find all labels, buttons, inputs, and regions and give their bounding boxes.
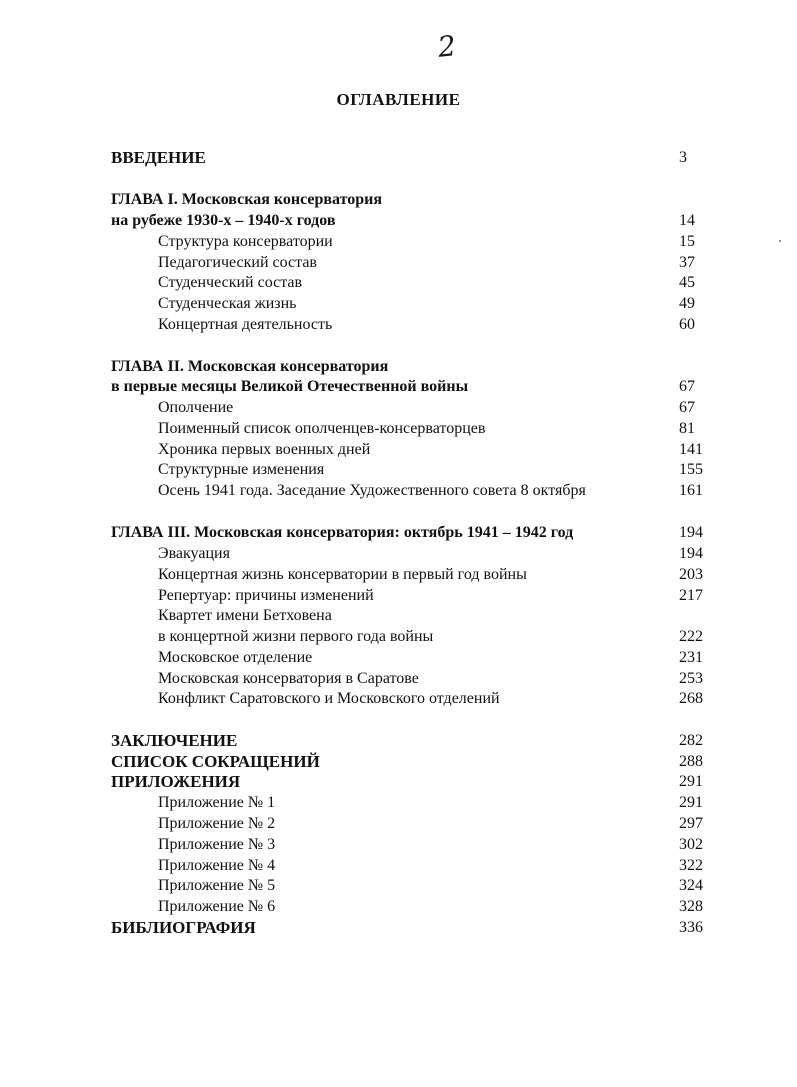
toc-entry-text: Приложение № 6: [158, 898, 276, 915]
toc-entry-chapter-3-title: [0, 522, 797, 543]
toc-entry-text: Приложение № 5: [158, 877, 276, 894]
toc-entry-text: Структурные изменения: [158, 461, 325, 478]
toc-entry-page: 302: [679, 836, 703, 853]
toc-entry-page: 14: [679, 212, 695, 229]
toc-entry-section: [0, 231, 797, 252]
toc-entry-text: ГЛАВА III. Московская консерватория: октябрь 1941 – 1942 год: [111, 524, 574, 541]
toc-entry-text: Ополчение: [158, 399, 234, 416]
toc-entry-page: 49: [679, 295, 695, 312]
toc-entry-page: 81: [679, 420, 695, 437]
toc-entry-page: 297: [679, 815, 703, 832]
toc-entry-page: 217: [679, 587, 703, 604]
toc-entry-text: ГЛАВА I. Московская консерватория: [111, 191, 383, 208]
toc-entry-text: Концертная деятельность: [158, 316, 333, 333]
toc-entry-appendix: [0, 875, 797, 896]
toc-entry-text: Осень 1941 года. Заседание Художественного совета 8 октября: [158, 482, 586, 499]
toc-entry-text: Приложение № 4: [158, 857, 276, 874]
toc-entry-text: Квартет имени Бетховена: [158, 607, 332, 624]
toc-entry-text: Эвакуация: [158, 545, 230, 562]
toc-entry-section: [0, 252, 797, 273]
toc-entry-appendix: [0, 834, 797, 855]
toc-entry-section: [0, 605, 797, 626]
toc-entry-chapter-2-subtitle: [0, 376, 797, 397]
toc-entry-text: в концертной жизни первого года войны: [158, 628, 434, 645]
toc-entry-page: 291: [679, 773, 703, 790]
handwritten-page-number: 2: [436, 29, 458, 64]
toc-entry-page: 15: [679, 233, 695, 250]
toc-entry-section: [0, 543, 797, 564]
toc-entry-appendices: [0, 771, 797, 792]
toc-entry-text: ПРИЛОЖЕНИЯ: [111, 772, 241, 791]
toc-entry-text: Московское отделение: [158, 649, 313, 666]
toc-entry-text: на рубеже 1930-х – 1940-х годов: [111, 212, 336, 229]
toc-entry-page: 328: [679, 898, 703, 915]
toc-entry-text: Концертная жизнь консерватории в первый год войны: [158, 566, 527, 583]
toc-entry-introduction: [0, 147, 797, 168]
page-title: ОГЛАВЛЕНИЕ: [336, 90, 461, 109]
toc-entry-section: [0, 564, 797, 585]
toc-entry-page: 222: [679, 628, 703, 645]
toc-entry-page: 3: [679, 149, 687, 166]
toc-entry-page: 45: [679, 274, 695, 291]
toc-entry-page: 155: [679, 461, 703, 478]
toc-entry-section: [0, 293, 797, 314]
toc-entry-abbreviations: [0, 751, 797, 772]
toc-entry-text: Приложение № 3: [158, 836, 276, 853]
toc-entry-text: Студенческая жизнь: [158, 295, 297, 312]
toc-entry-page: 37: [679, 254, 695, 271]
toc-entry-section: [0, 688, 797, 709]
toc-entry-text: БИБЛИОГРАФИЯ: [111, 918, 256, 937]
toc-entry-text: ГЛАВА II. Московская консерватория: [111, 358, 389, 375]
toc-entry-chapter-1-title: [0, 189, 797, 210]
toc-entry-page: 322: [679, 857, 703, 874]
toc-entry-page: 161: [679, 482, 703, 499]
toc-entry-page: 288: [679, 753, 703, 770]
toc-entry-text: СПИСОК СОКРАЩЕНИЙ: [111, 752, 320, 771]
toc-entry-page: 268: [679, 690, 703, 707]
toc-entry-page: 253: [679, 670, 703, 687]
toc-entry-section: [0, 585, 797, 606]
toc-entry-text: Репертуар: причины изменений: [158, 587, 374, 604]
toc-entry-section: [0, 459, 797, 480]
toc-entry-page: 324: [679, 877, 703, 894]
toc-entry-page: 231: [679, 649, 703, 666]
toc-entry-text: Педагогический состав: [158, 254, 317, 271]
toc-entry-page: 194: [679, 524, 703, 541]
toc-entry-section: [0, 314, 797, 335]
toc-entry-appendix: [0, 792, 797, 813]
toc-entry-text: Московская консерватория в Саратове: [158, 670, 419, 687]
toc-entry-conclusion: [0, 730, 797, 751]
toc-entry-page: 203: [679, 566, 703, 583]
toc-entry-appendix: [0, 896, 797, 917]
toc-entry-text: Студенческий состав: [158, 274, 303, 291]
toc-entry-page: 67: [679, 378, 695, 395]
toc-entry-section: [0, 668, 797, 689]
toc-entry-text: Конфликт Саратовского и Московского отделений: [158, 690, 500, 707]
toc-entry-page: 282: [679, 732, 703, 749]
toc-entry-section: [0, 397, 797, 418]
toc-entry-appendix: [0, 855, 797, 876]
toc-entry-text: Приложение № 1: [158, 794, 276, 811]
toc-entry-section: [0, 647, 797, 668]
toc-entry-section: [0, 439, 797, 460]
toc-entry-page: 141: [679, 441, 703, 458]
toc-entry-page: 291: [679, 794, 703, 811]
toc-entry-page: 60: [679, 316, 695, 333]
toc-entry-chapter-2-title: [0, 356, 797, 377]
toc-entry-page: 194: [679, 545, 703, 562]
toc-entry-text: Хроника первых военных дней: [158, 441, 371, 458]
toc-entry-section: [0, 272, 797, 293]
toc-entry-chapter-1-subtitle: [0, 210, 797, 231]
toc-entry-page: 67: [679, 399, 695, 416]
toc-entry-text: Приложение № 2: [158, 815, 276, 832]
toc-entry-section: [0, 418, 797, 439]
toc-entry-appendix: [0, 813, 797, 834]
toc-entry-text: Поименный список ополченцев-консерваторцев: [158, 420, 486, 437]
toc-entry-text: Структура консерватории: [158, 233, 333, 250]
toc-entry-text: ЗАКЛЮЧЕНИЕ: [111, 731, 238, 750]
toc-entry-page: 336: [679, 919, 703, 936]
toc-entry-text: ВВЕДЕНИЕ: [111, 148, 206, 167]
toc-entry-bibliography: [0, 917, 797, 938]
toc-entry-section: [0, 480, 797, 501]
toc-entry-text: в первые месяцы Великой Отечественной войны: [111, 378, 469, 395]
toc-entry-section: [0, 626, 797, 647]
